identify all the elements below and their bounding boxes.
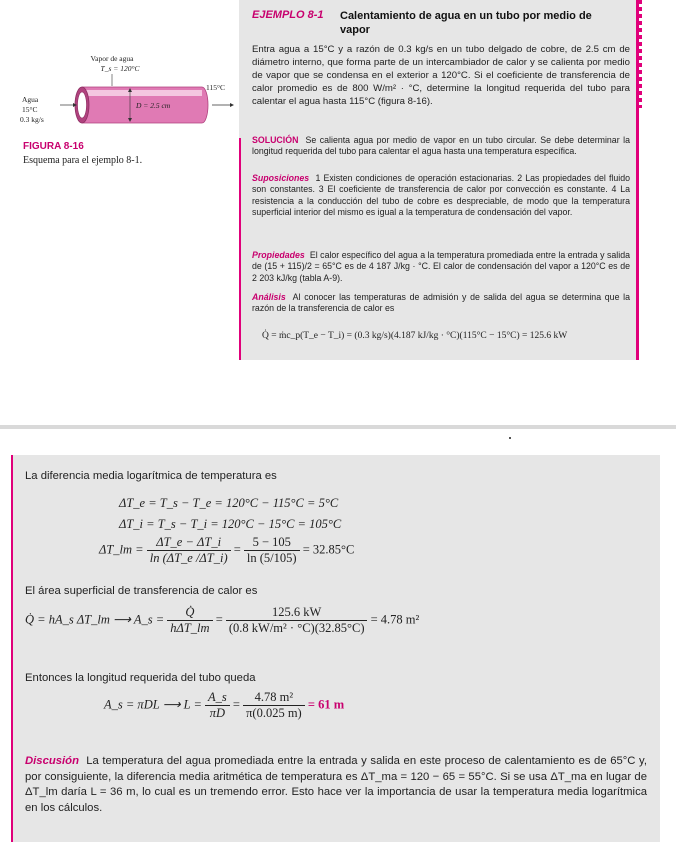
solution-intro-text: Se calienta agua por medio de vapor en un tubo circular. Se debe determinar la longitud requerida del tubo para calentar el agua hasta una temperatura específica. <box>252 135 630 157</box>
steam-label: Vapor de agua <box>90 54 134 63</box>
discussion-text: La temperatura del agua promediada entre la entrada y salida en este proceso de calentamiento es de 65°C y, por consiguiente, la diferencia media aritmética de temperatura es ΔT_ma = 120 − 65 = 55°C. Si se usa ΔT_ma en lugar de ΔT_lm daría L = 36 m, lo cual es un tremendo error. Esto hace ver la importancia de usar la temperatura media logarítmica en los cálculos. <box>25 755 647 814</box>
water-flow-rate: 0.3 kg/s <box>20 115 44 124</box>
figure-caption-text: Esquema para el ejemplo 8-1. <box>23 155 143 166</box>
page-separator <box>0 425 676 429</box>
lmtd-numeric-denominator: ln (5/105) <box>246 551 297 565</box>
analysis-label: Análisis <box>252 292 286 302</box>
pipe-inlet-inner <box>78 92 87 118</box>
length-numeric-numerator: 4.78 m² <box>243 690 305 706</box>
area-intro: El área superficial de transferencia de calor es <box>25 585 258 597</box>
accent-rule-bottom-left <box>11 455 13 842</box>
analysis-text: Al conocer las temperaturas de admisión y de salida del agua se determina que la razón de la transferencia de calor es <box>252 292 631 314</box>
area-fraction-numeric <box>226 605 368 636</box>
length-intro: Entonces la longitud requerida del tubo queda <box>25 672 256 684</box>
length-denominator: πD <box>209 706 226 720</box>
example-title: Calentamiento de agua en un tubo por medio de vapor <box>340 10 592 36</box>
area-equation: Q̇ = hA_s ΔT_lm ⟶ A_s = $\frac{Q̇}{\text{hΔT\_lm}}$ = $\frac{125.6 kW}{\text{(0.8 kW/m² · °C)(32.85°C)}}$ = 4.78 m² <box>25 605 420 635</box>
lmtd-lhs: ΔT_lm = <box>99 542 144 557</box>
lmtd-equation: ΔT_lm = $\frac{\Delta T\_e - \Delta T\_i}{\ln (\Delta T\_e /\Delta T\_i)}$ = $\frac{5 - 105}{\ln (5/105)}$ = 32.85°C <box>99 535 355 565</box>
discussion-label: Discusión <box>25 755 79 767</box>
water-label: Agua <box>22 95 39 104</box>
area-numeric-denominator: (0.8 kW/m² · °C)(32.85°C) <box>228 621 365 635</box>
assumptions-paragraph <box>252 173 630 219</box>
lmtd-result: = 32.85°C <box>302 542 355 557</box>
length-numerator: A_s <box>205 690 230 706</box>
properties-text: El calor específico del agua a la temperatura promediada entre la entrada y salida de (15 + 115)/2 = 65°C es de 4 187 J/kg · °C. El calor de condensación del vapor a 120°C es de 2 203 kJ/kg (tabla A-9). <box>252 250 631 283</box>
length-fraction-numeric <box>243 690 305 721</box>
example-label: EJEMPLO 8-1 <box>252 9 324 21</box>
pipe-figure <box>20 54 240 134</box>
steam-temp-label: T_s = 120°C <box>100 64 140 73</box>
outlet-temp-label: 115°C <box>206 83 225 92</box>
length-equation: A_s = πDL ⟶ L = $\frac{A\_s}{\pi D}$ = $\frac{\text{4.78 m²}}{\pi(0.025 m)}$ = 61 m <box>104 690 345 720</box>
length-fraction-symbolic <box>205 690 230 721</box>
water-inlet-temp: 15°C <box>22 105 38 114</box>
area-numeric-numerator: 125.6 kW <box>226 605 368 621</box>
heat-transfer-equation: Q̇ = ṁc_p(T_e − T_i) = (0.3 kg/s)(4.187 kJ/kg · °C)(115°C − 15°C) = 125.6 kW <box>262 331 568 341</box>
outlet-arrow-head <box>230 103 234 107</box>
diameter-label: D = 2.5 cm <box>136 101 171 110</box>
figure-caption-title: FIGURA 8-16 <box>23 141 84 152</box>
length-result: = 61 m <box>307 697 345 712</box>
lmtd-numeric-numerator: 5 − 105 <box>244 535 300 551</box>
pipe-highlight <box>82 90 202 96</box>
solution-heading: SOLUCIÓN <box>252 135 299 145</box>
discussion-paragraph <box>25 754 647 816</box>
accent-rule-dashed <box>639 0 642 108</box>
assumptions-text: 1 Existen condiciones de operación estacionarias. 2 Las propiedades del fluido son constantes. 3 El coeficiente de transferencia de calor por convección es constante. 4 La resistencia a la conducción del tubo de cobre es despreciable, de modo que la temperatura superficial interior del mismo es igual a la temperatura de condensación del vapor. <box>252 173 631 218</box>
properties-paragraph <box>252 250 630 284</box>
properties-label: Propiedades <box>252 250 305 260</box>
lmtd-numerator: ΔT_e − ΔT_i <box>147 535 231 551</box>
example-statement: Entra agua a 15°C y a razón de 0.3 kg/s en un tubo delgado de cobre, de 2.5 cm de diámetro interno, que forma parte de un intercambiador de calor y se calienta por medio de vapor que se condensa en el exterior a 120°C. Si el coeficiente de transferencia de calor promedio es de 800 W/m² · °C, determine la longitud requerida del tubo para calentar el agua hasta 115°C (figura 8-16). <box>252 44 630 107</box>
delta-t-inlet-equation: ΔT_i = T_s − T_i = 120°C − 15°C = 105°C <box>119 517 342 531</box>
analysis-paragraph <box>252 292 630 315</box>
solution-intro <box>252 135 630 158</box>
lmtd-denominator: ln (ΔT_e /ΔT_i) <box>149 551 228 565</box>
lmtd-intro: La diferencia media logarítmica de temperatura es <box>25 470 277 482</box>
delta-t-exit-equation: ΔT_e = T_s − T_e = 120°C − 115°C = 5°C <box>119 496 339 510</box>
length-lhs: A_s = πDL ⟶ L = <box>104 697 202 712</box>
stray-dot <box>509 437 511 439</box>
area-fraction-symbolic <box>167 605 212 636</box>
area-denominator: hΔT_lm <box>170 621 210 635</box>
lmtd-fraction-symbolic <box>147 535 231 566</box>
area-lhs: Q̇ = hA_s ΔT_lm ⟶ A_s = <box>25 612 165 627</box>
accent-rule-left <box>239 138 241 360</box>
lmtd-fraction-numeric <box>244 535 300 566</box>
area-numerator: Q̇ <box>167 605 212 621</box>
area-result: = 4.78 m² <box>370 612 420 627</box>
assumptions-label: Suposiciones <box>252 173 310 183</box>
length-numeric-denominator: π(0.025 m) <box>246 706 302 720</box>
